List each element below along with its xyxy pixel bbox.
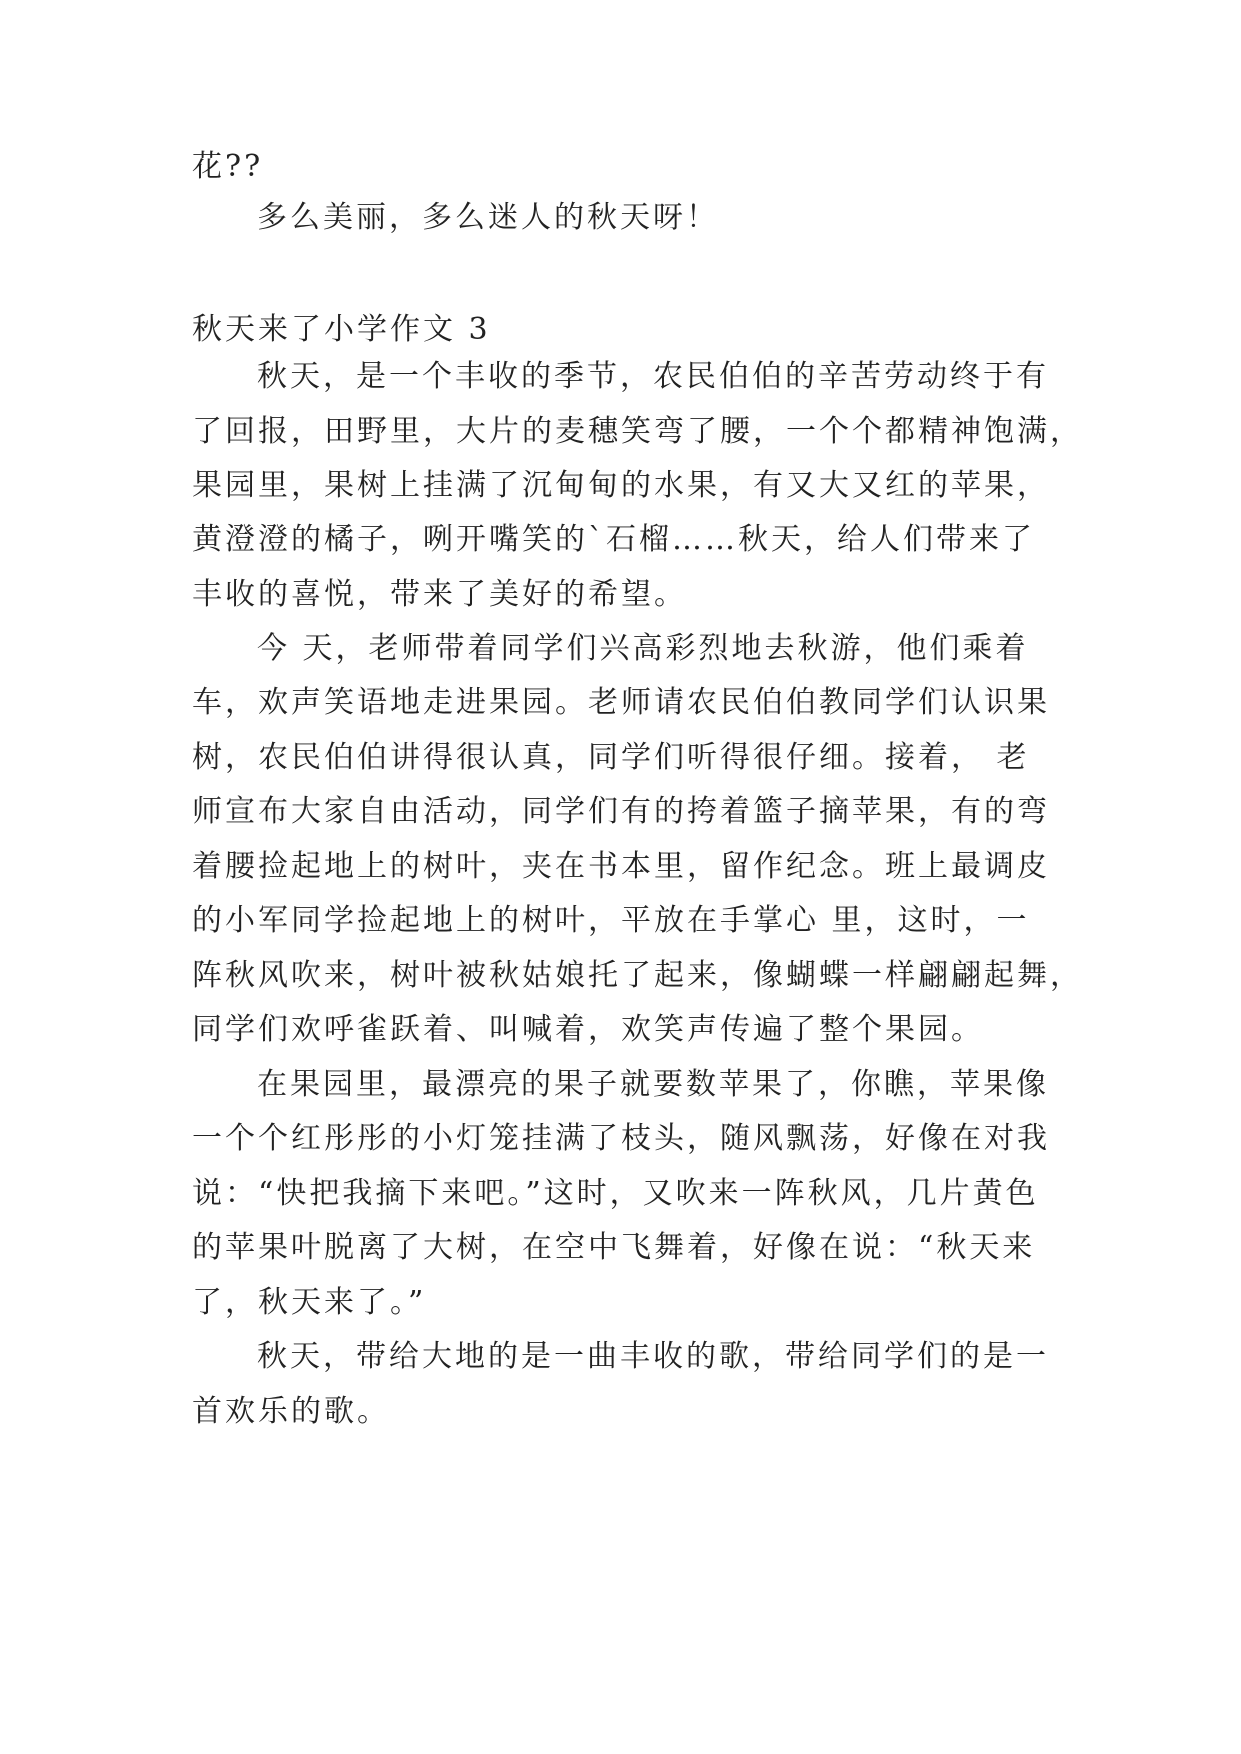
text-line: 了回报，田野里，大片的麦穗笑弯了腰，一个个都精神饱满， [192,414,1083,449]
text-line: 多么美丽，多么迷人的秋天呀！ [257,200,719,235]
text-line: 一个个红彤彤的小灯笼挂满了枝头，随风飘荡，好像在对我 [192,1121,1050,1156]
text-line: 车，欢声笑语地走进果园。老师请农民伯伯教同学们认识果 [192,685,1050,720]
text-line: 阵秋风吹来，树叶被秋姑娘托了起来，像蝴蝶一样翩翩起舞， [192,958,1083,993]
text-line: 在果园里，最漂亮的果子就要数苹果了，你瞧，苹果像 [257,1067,1049,1102]
text-line: 丰收的喜悦，带来了美好的希望。 [192,577,687,612]
text-line: 着腰捡起地上的树叶，夹在书本里，留作纪念。班上最调皮 [192,849,1050,884]
text-line: 的苹果叶脱离了大树，在空中飞舞着，好像在说：“秋天来 [192,1230,1036,1265]
text-line: 果园里，果树上挂满了沉甸甸的水果，有又大又红的苹果， [192,468,1050,503]
text-line: 的小军同学捡起地上的树叶，平放在手掌心 里，这时，一 [192,903,1030,938]
text-line: 黄澄澄的橘子，咧开嘴笑的`石榴……秋天，给人们带来了 [192,522,1035,557]
text-line: 首欢乐的歌。 [192,1394,390,1429]
text-line: 同学们欢呼雀跃着、叫喊着，欢笑声传遍了整个果园。 [192,1012,984,1047]
section-title: 秋天来了小学作文 3 [192,312,491,347]
text-line: 了，秋天来了。” [192,1285,427,1320]
text-line: 师宣布大家自由活动，同学们有的挎着篮子摘苹果，有的弯 [192,794,1050,829]
text-line: 秋天，带给大地的是一曲丰收的歌，带给同学们的是一 [257,1339,1049,1374]
text-line: 说：“快把我摘下来吧。”这时，又吹来一阵秋风，几片黄色 [192,1176,1039,1211]
text-line: 花?? [192,149,264,184]
text-line: 秋天，是一个丰收的季节，农民伯伯的辛苦劳动终于有 [257,359,1049,394]
text-line: 树，农民伯伯讲得很认真，同学们听得很仔细。接着， 老 [192,740,1030,775]
text-line: 今 天，老师带着同学们兴高彩烈地去秋游，他们乘着 [257,631,1029,666]
